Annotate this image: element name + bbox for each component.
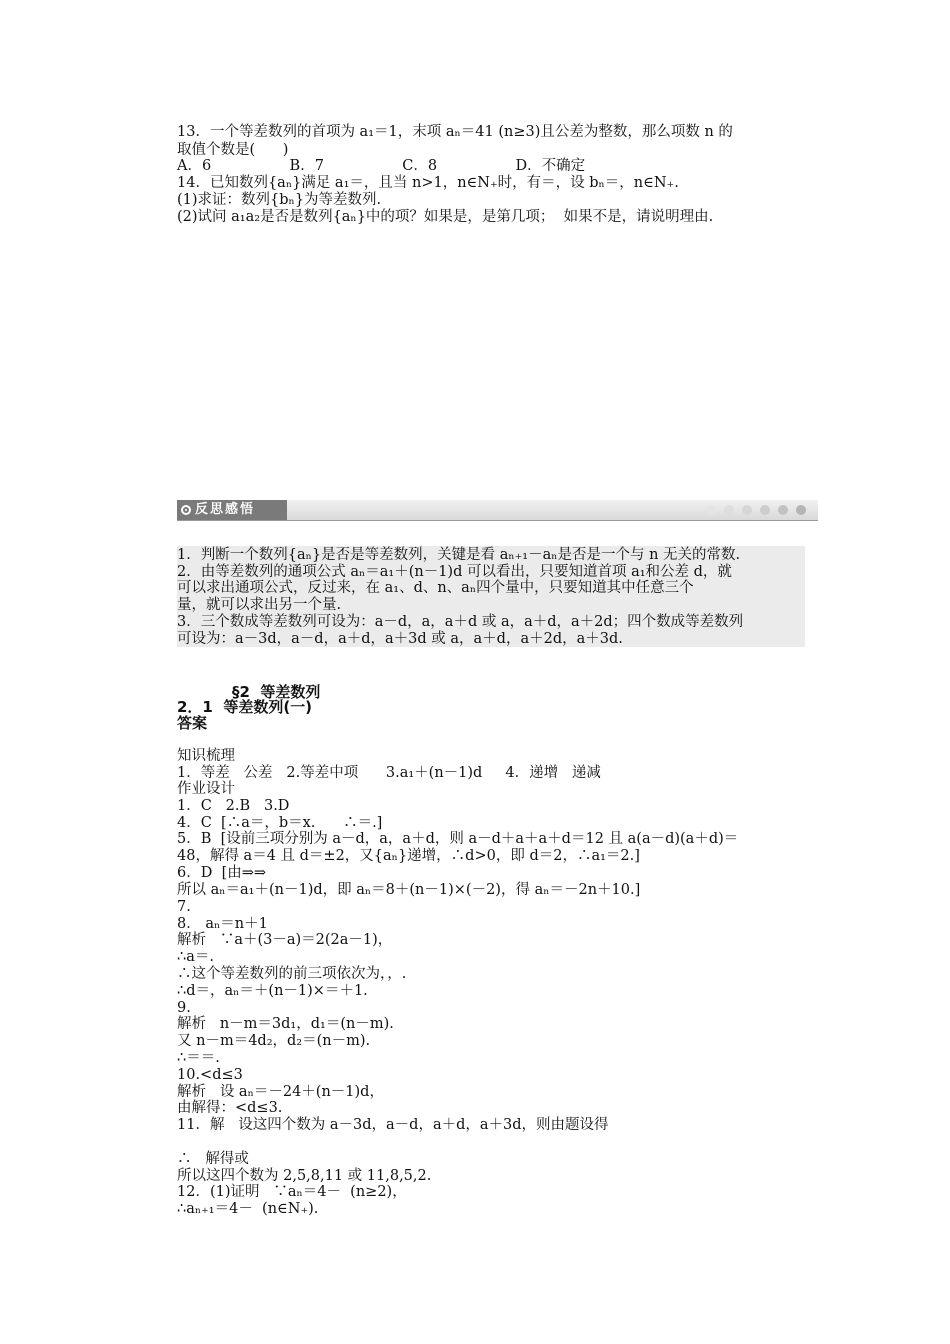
answer-line: ∴a＝.	[177, 949, 214, 965]
reflection-line-3: 可以求出通项公式，反过来，在 a₁、d、n、aₙ四个量中，只要知道其中任意三个	[177, 580, 694, 596]
section-title: §2 等差数列	[232, 683, 321, 701]
reflection-line-6: 可设为：a－3d，a－d，a＋d，a＋3d 或 a，a＋d，a＋2d，a＋3d.	[177, 631, 623, 647]
decorative-dots	[706, 505, 806, 515]
answer-line: ∴ 解得或	[177, 1151, 249, 1167]
answer-line: ∴＝＝.	[177, 1050, 220, 1066]
answer-line: 解析 ∵a＋(3－a)＝2(2a－1)，	[177, 932, 393, 948]
answer-line: 所以 aₙ＝a₁＋(n－1)d，即 aₙ＝8＋(n－1)×(－2)，得 aₙ＝－2n＋10.]	[177, 882, 641, 898]
answer-line: 48，解得 a＝4 且 d＝±2，又{aₙ}递增，∴d>0，即 d＝2，∴a₁＝2.]	[177, 848, 640, 864]
answer-line: 又 n－m＝4d₂，d₂＝(n－m).	[177, 1033, 371, 1049]
answers-heading: 答案	[177, 714, 208, 732]
question-13-choices: A．6 B．7 C．8 D．不确定	[177, 158, 586, 174]
dot-icon	[742, 505, 752, 515]
subsection-title: 2．1 等差数列(一)	[177, 698, 313, 716]
answer-line: 知识梳理	[177, 748, 235, 764]
answer-line: 1．C 2.B 3.D	[177, 798, 290, 814]
dot-icon	[778, 505, 788, 515]
answer-line: 10.<d≤3	[177, 1067, 243, 1083]
answer-line: 7.	[177, 899, 191, 915]
answer-line: 12．(1)证明 ∵aₙ＝4－ (n≥2)，	[177, 1184, 407, 1200]
reflection-banner-tag	[177, 500, 287, 520]
answer-line: 4．C [∴a＝，b＝x. ∴＝.]	[177, 815, 383, 831]
dot-icon	[724, 505, 734, 515]
reflection-line-4: 量，就可以求出另一个量.	[177, 597, 342, 613]
answer-line: 5．B [设前三项分别为 a－d，a，a＋d，则 a－d＋a＋a＋d＝12 且 a(a－d)(a＋d)＝	[177, 831, 739, 847]
answer-line: ∴aₙ₊₁＝4－ (n∈N₊).	[177, 1201, 319, 1217]
answer-line: 解析 设 aₙ＝－24＋(n－1)d，	[177, 1084, 384, 1100]
reflection-line-2: 2．由等差数列的通项公式 aₙ＝a₁＋(n－1)d 可以看出，只要知道首项 a₁和公差 d，就	[177, 564, 732, 580]
question-14-line-2: (1)求证：数列{bₙ}为等差数列.	[177, 192, 382, 208]
question-13-line-1: 13．一个等差数列的首项为 a₁＝1，末项 aₙ＝41 (n≥3)且公差为整数，那么项数 n 的	[177, 124, 733, 140]
answer-line: 11．解 设这四个数为 a－3d，a－d，a＋d，a＋3d，则由题设得	[177, 1117, 609, 1133]
reflection-banner	[177, 500, 818, 521]
dot-icon	[760, 505, 770, 515]
target-icon	[181, 505, 191, 515]
question-13-line-2: 取值个数是( )	[177, 142, 289, 158]
answer-line: 6．D [由⇒⇒	[177, 865, 267, 881]
answer-line: ∴这个等差数列的前三项依次为，，.	[177, 966, 407, 982]
dot-icon	[796, 505, 806, 515]
question-14-line-1: 14．已知数列{aₙ}满足 a₁＝，且当 n>1，n∈N₊时，有＝，设 bₙ＝，n∈N₊.	[177, 175, 679, 191]
reflection-line-5: 3．三个数成等差数列可设为：a－d，a，a＋d 或 a，a＋d，a＋2d；四个数成等差数列	[177, 614, 744, 630]
answer-line: 1．等差 公差 2.等差中项 3.a₁＋(n－1)d 4．递增 递减	[177, 765, 601, 781]
reflection-banner-label: 反思感悟	[195, 502, 256, 517]
reflection-line-1: 1．判断一个数列{aₙ}是否是等差数列，关键是看 aₙ₊₁－aₙ是否是一个与 n 无关的常数.	[177, 547, 741, 563]
dot-icon	[706, 505, 716, 515]
answer-line: 9.	[177, 1000, 191, 1016]
answer-line: 由解得：<d≤3.	[177, 1100, 283, 1116]
question-14-line-3: (2)试问 a₁a₂是否是数列{aₙ}中的项？如果是，是第几项； 如果不是，请说明理由.	[177, 209, 714, 225]
answer-line: 解析 n－m＝3d₁，d₁＝(n－m).	[177, 1016, 394, 1032]
answer-line: ∴d＝，aₙ＝＋(n－1)×＝＋1.	[177, 983, 368, 999]
answer-line: 所以这四个数为 2,5,8,11 或 11,8,5,2.	[177, 1168, 432, 1184]
answer-line: 8． aₙ＝n＋1	[177, 916, 268, 932]
answer-line: 作业设计	[177, 781, 235, 797]
